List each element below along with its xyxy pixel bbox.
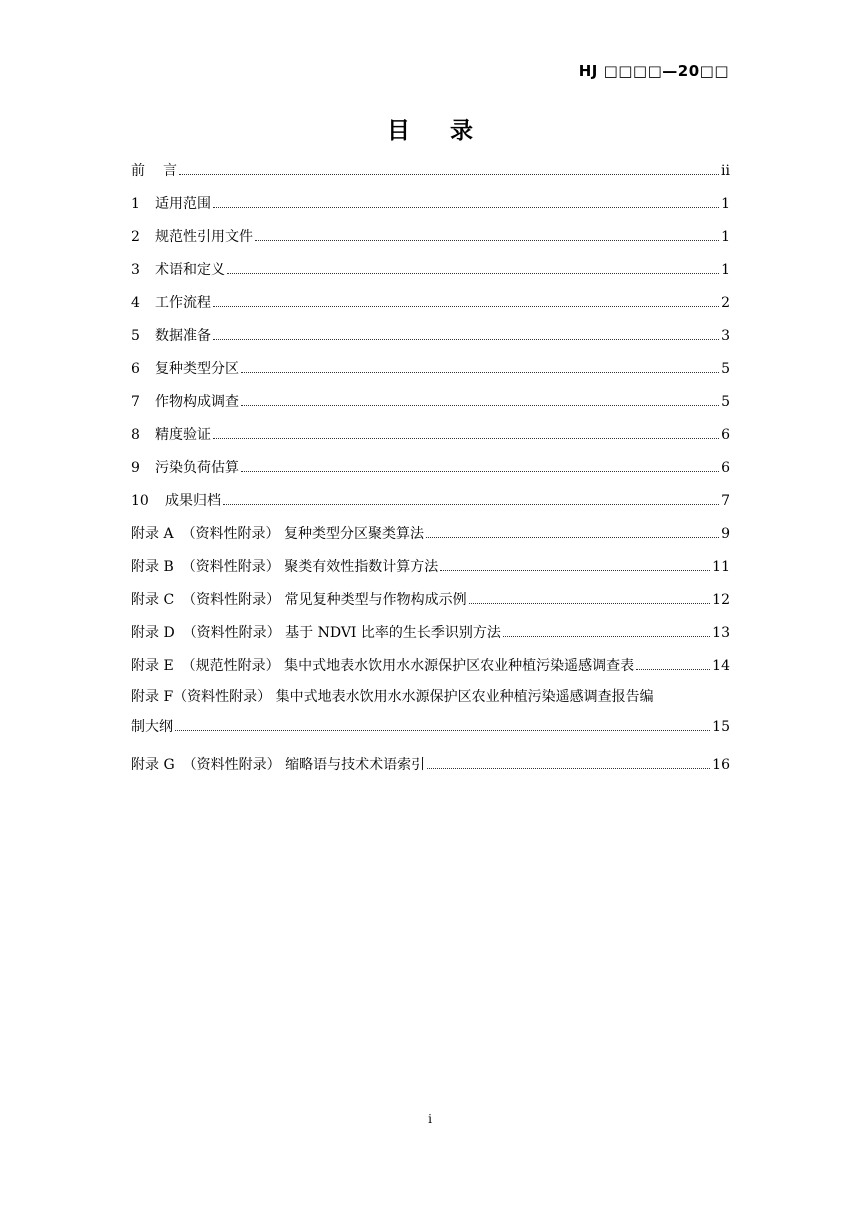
page-title: 目 录: [386, 118, 489, 144]
toc-entry-page: 13: [712, 625, 730, 641]
toc-entry-title: 精度验证: [155, 427, 211, 443]
toc-entry-10[interactable]: [131, 488, 730, 521]
dot-leader: [469, 589, 711, 604]
toc-entry-page: 11: [712, 559, 730, 575]
dot-leader: [179, 160, 719, 175]
toc-entry-page: 3: [721, 328, 730, 344]
toc-entry-page: ii: [721, 163, 730, 179]
toc-entry-page: 5: [721, 394, 730, 410]
toc-entry-title: （资料性附录） 聚类有效性指数计算方法: [181, 559, 439, 575]
toc-entry-number: 6: [131, 361, 140, 377]
toc-entry-page: 6: [721, 460, 730, 476]
toc-entry-title: （规范性附录） 集中式地表水饮用水水源保护区农业种植污染遥感调查表: [181, 658, 635, 674]
toc-entry-title: （资料性附录） 常见复种类型与作物构成示例: [182, 592, 467, 608]
toc-entry-page: 6: [721, 427, 730, 443]
toc-entry-page: 5: [721, 361, 730, 377]
toc-entry-appendix-f[interactable]: [131, 686, 730, 752]
toc-entry-9[interactable]: [131, 455, 730, 488]
toc-entry-1[interactable]: [131, 191, 730, 224]
dot-leader: [241, 358, 719, 373]
dot-leader: [241, 391, 719, 406]
toc-entry-number: 4: [131, 295, 140, 311]
toc-entry-number: 附录 C: [131, 592, 175, 608]
toc-entry-number: 附录 G: [131, 757, 175, 773]
toc-entry-number: 附录 B: [131, 559, 174, 575]
toc-entry-title: （资料性附录） 基于 NDVI 比率的生长季识别方法: [182, 625, 501, 641]
toc-entry-appendix-g[interactable]: [131, 752, 730, 785]
dot-leader: [223, 490, 719, 505]
dot-leader: [440, 556, 710, 571]
table-of-contents: [131, 158, 730, 785]
dot-leader: [175, 716, 710, 731]
toc-entry-page: 2: [721, 295, 730, 311]
toc-entry-title-continued: 制大纲: [131, 719, 173, 735]
toc-entry-5[interactable]: [131, 323, 730, 356]
toc-entry-title: 作物构成调查: [155, 394, 239, 410]
toc-entry-foreword[interactable]: [131, 158, 730, 191]
dot-leader: [255, 226, 719, 241]
toc-entry-appendix-c[interactable]: [131, 587, 730, 620]
toc-entry-number: 7: [131, 394, 140, 410]
toc-entry-number: 附录 A: [131, 526, 174, 542]
dot-leader: [636, 655, 710, 670]
toc-entry-page: 7: [721, 493, 730, 509]
toc-entry-title: （资料性附录） 缩略语与技术术语索引: [182, 757, 426, 773]
dot-leader: [503, 622, 710, 637]
toc-entry-3[interactable]: [131, 257, 730, 290]
toc-entry-4[interactable]: [131, 290, 730, 323]
toc-entry-8[interactable]: [131, 422, 730, 455]
toc-entry-title: 工作流程: [155, 295, 211, 311]
toc-entry-title: 污染负荷估算: [155, 460, 239, 476]
toc-entry-appendix-a[interactable]: [131, 521, 730, 554]
dot-leader: [241, 457, 719, 472]
toc-entry-title: （资料性附录） 复种类型分区聚类算法: [181, 526, 425, 542]
toc-entry-number: 8: [131, 427, 140, 443]
toc-entry-number: 2: [131, 229, 140, 245]
toc-entry-title: 适用范围: [155, 196, 211, 212]
dot-leader: [213, 193, 719, 208]
dot-leader: [426, 523, 719, 538]
toc-entry-title: 成果归档: [165, 493, 221, 509]
toc-entry-page: 14: [712, 658, 730, 674]
toc-entry-2[interactable]: [131, 224, 730, 257]
toc-entry-number: 附录 E: [131, 658, 174, 674]
dot-leader: [213, 424, 719, 439]
toc-entry-title: 术语和定义: [155, 262, 225, 278]
toc-entry-title: 数据准备: [155, 328, 211, 344]
toc-entry-number: 前: [131, 163, 145, 179]
page-number: i: [428, 1112, 432, 1126]
toc-entry-appendix-b[interactable]: [131, 554, 730, 587]
toc-entry-title: 规范性引用文件: [155, 229, 253, 245]
toc-entry-number: 9: [131, 460, 140, 476]
toc-entry-number: 10: [131, 493, 149, 509]
dot-leader: [213, 292, 719, 307]
document-code-header: HJ □□□□—20□□: [578, 62, 729, 80]
toc-entry-7[interactable]: [131, 389, 730, 422]
toc-entry-number: 附录 D: [131, 625, 175, 641]
toc-entry-page: 12: [712, 592, 730, 608]
toc-entry-6[interactable]: [131, 356, 730, 389]
toc-entry-page: 16: [712, 757, 730, 773]
toc-entry-title: 复种类型分区: [155, 361, 239, 377]
toc-entry-page: 1: [721, 262, 730, 278]
toc-entry-page: 15: [712, 719, 730, 735]
toc-entry-page: 1: [721, 229, 730, 245]
toc-entry-number: 5: [131, 328, 140, 344]
toc-entry-number: 1: [131, 196, 140, 212]
toc-entry-page: 9: [721, 526, 730, 542]
toc-entry-page: 1: [721, 196, 730, 212]
toc-entry-number: 3: [131, 262, 140, 278]
toc-entry-title: （资料性附录） 集中式地表水饮用水水源保护区农业种植污染遥感调查报告编: [173, 689, 654, 705]
dot-leader: [213, 325, 719, 340]
toc-entry-title: 言: [163, 163, 177, 179]
dot-leader: [227, 259, 719, 274]
toc-entry-number: 附录 F: [131, 689, 174, 705]
toc-entry-appendix-e[interactable]: [131, 653, 730, 686]
dot-leader: [427, 754, 710, 769]
toc-entry-appendix-d[interactable]: [131, 620, 730, 653]
